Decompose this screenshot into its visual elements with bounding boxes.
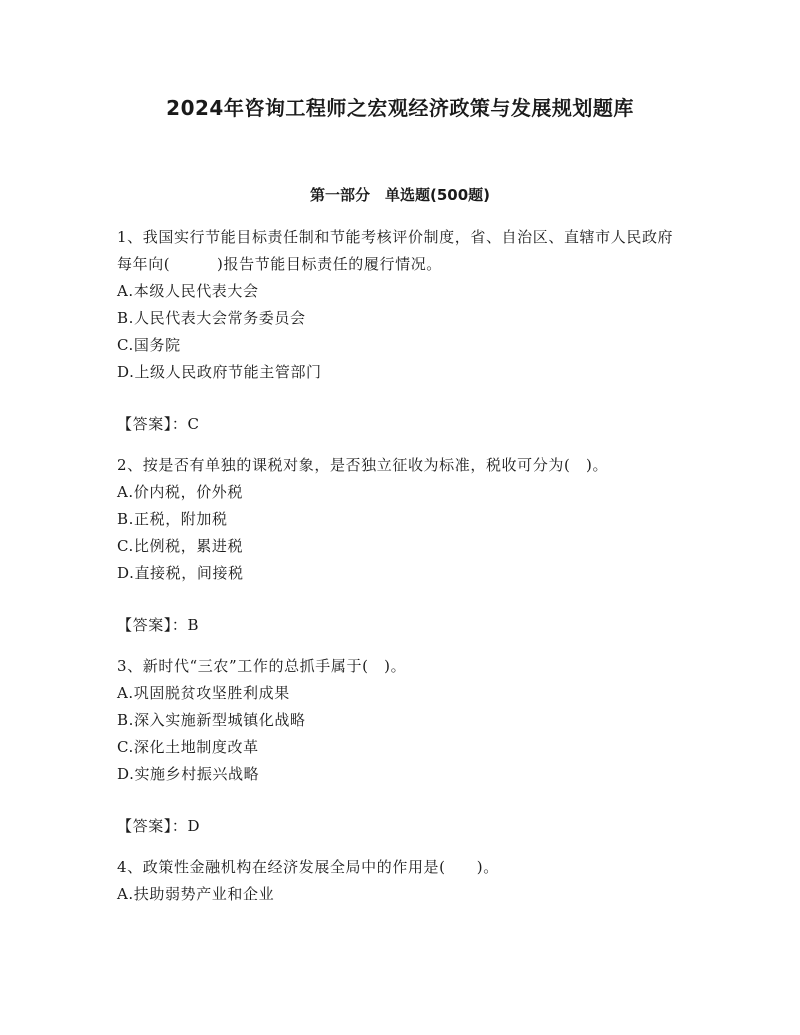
question-item <box>117 224 687 438</box>
question-item <box>117 653 687 840</box>
option-c: C.深化土地制度改革 <box>117 738 259 756</box>
option-a: A.扶助弱势产业和企业 <box>117 885 275 903</box>
document-title: 2024年咨询工程师之宏观经济政策与发展规划题库 <box>166 96 634 120</box>
answer-value: B <box>187 616 200 634</box>
question-stem: 2、按是否有单独的课税对象，是否独立征收为标准，税收可分为( )。 <box>117 456 609 474</box>
option-b: B.人民代表大会常务委员会 <box>117 309 306 327</box>
question-list <box>117 224 687 908</box>
question-item <box>117 854 687 908</box>
answer-line <box>117 813 687 840</box>
option-d: D.上级人民政府节能主管部门 <box>117 363 322 381</box>
answer-prefix: 【答案】： <box>117 817 188 835</box>
option-b: B.深入实施新型城镇化战略 <box>117 711 306 729</box>
question-stem: 4、政策性金融机构在经济发展全局中的作用是( )。 <box>117 858 499 876</box>
option-d: D.直接税，间接税 <box>117 564 244 582</box>
answer-value: C <box>187 415 200 433</box>
answer-line <box>117 411 687 438</box>
option-a: A.巩固脱贫攻坚胜利成果 <box>117 684 290 702</box>
option-a: A.本级人民代表大会 <box>117 282 259 300</box>
section-heading: 第一部分 单选题(500题) <box>309 186 491 204</box>
question-stem: 3、新时代“三农”工作的总抓手属于( )。 <box>117 657 407 675</box>
question-stem: 1、我国实行节能目标责任制和节能考核评价制度，省、自治区、直辖市人民政府每年向( )报告节能目标责任的履行情况。 <box>117 228 674 273</box>
answer-value: D <box>187 817 201 835</box>
option-d: D.实施乡村振兴战略 <box>117 765 260 783</box>
answer-prefix: 【答案】： <box>117 415 188 433</box>
option-a: A.价内税，价外税 <box>117 483 244 501</box>
answer-line <box>117 612 687 639</box>
option-b: B.正税，附加税 <box>117 510 228 528</box>
option-c: C.比例税，累进税 <box>117 537 244 555</box>
option-c: C.国务院 <box>117 336 181 354</box>
question-item <box>117 452 687 639</box>
answer-prefix: 【答案】： <box>117 616 188 634</box>
